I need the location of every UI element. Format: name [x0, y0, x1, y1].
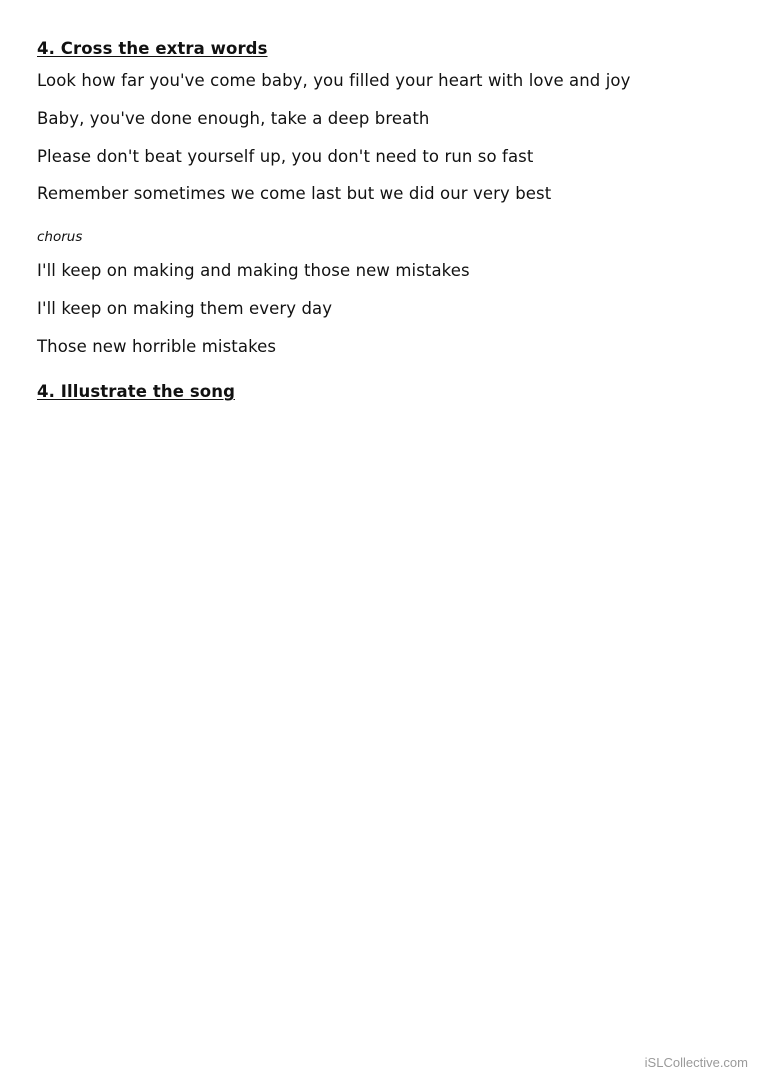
- lyric-line: I'll keep on making them every day: [37, 299, 333, 318]
- lyric-line: Those new horrible mistakes: [37, 337, 277, 356]
- section-heading-cross-words: 4. Cross the extra words: [37, 39, 268, 58]
- lyric-line: Look how far you've come baby, you filled your heart with love and joy: [37, 71, 631, 90]
- lyric-line: Baby, you've done enough, take a deep breath: [37, 109, 430, 128]
- lyric-line: I'll keep on making and making those new mistakes: [37, 261, 470, 280]
- site-watermark: iSLCollective.com: [644, 1055, 748, 1070]
- section-heading-illustrate: 4. Illustrate the song: [37, 382, 235, 401]
- lyric-line: Please don't beat yourself up, you don't need to run so fast: [37, 147, 534, 166]
- chorus-label: chorus: [37, 229, 83, 245]
- lyric-line: Remember sometimes we come last but we did our very best: [37, 184, 552, 203]
